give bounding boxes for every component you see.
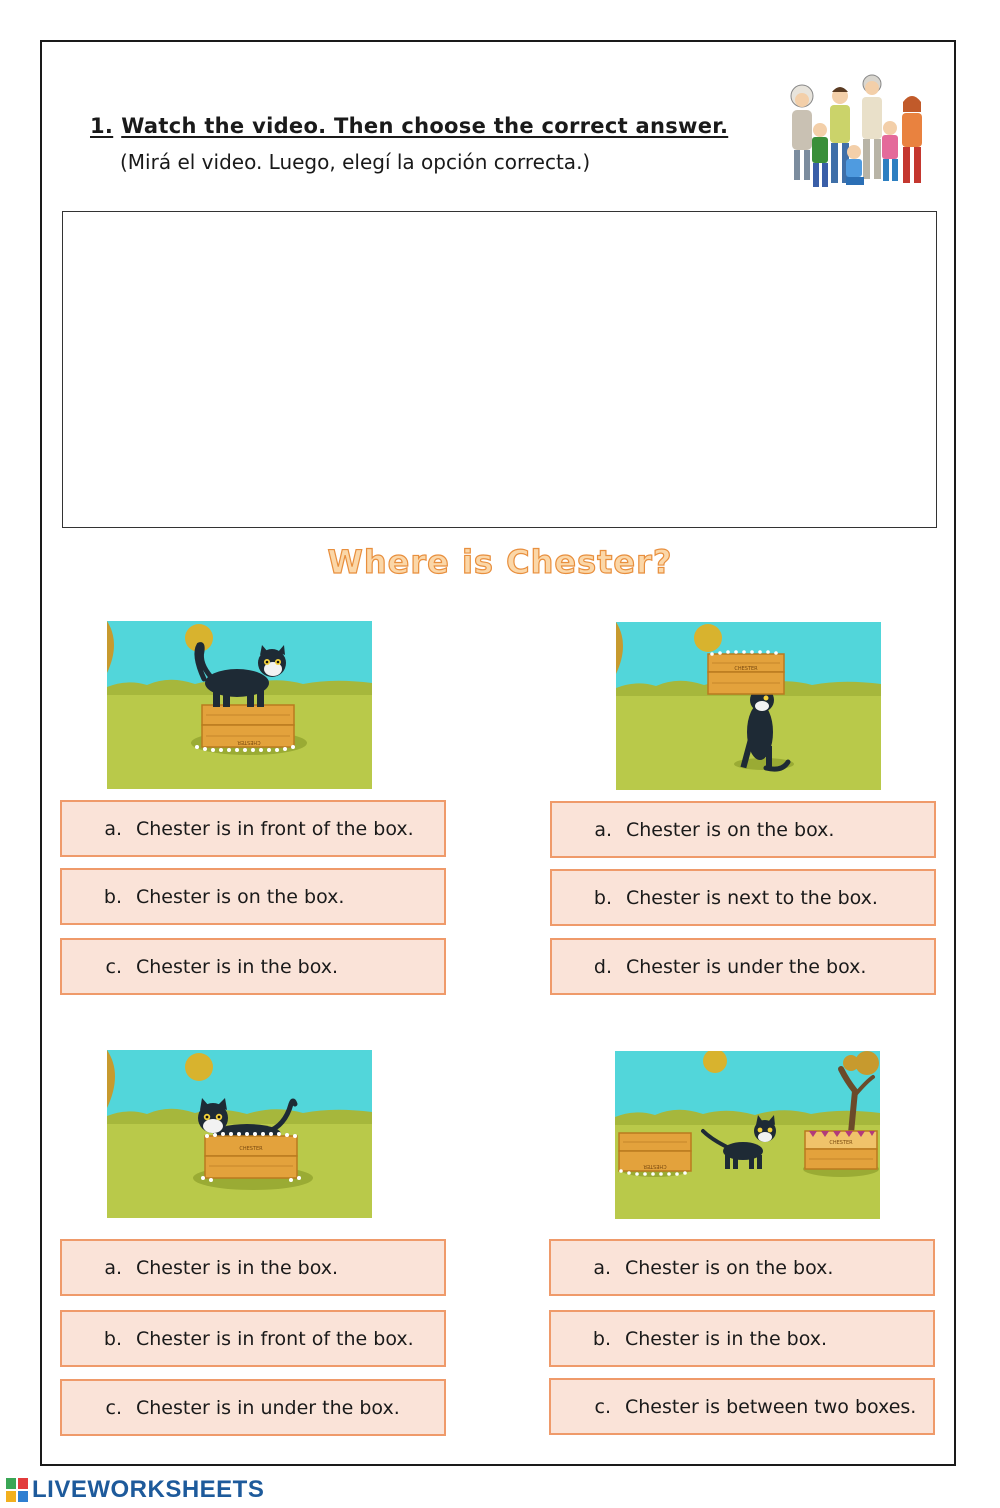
option-letter: a. bbox=[104, 1256, 122, 1279]
instruction-text: Watch the video. Then choose the correct answer. bbox=[121, 114, 729, 138]
option-text: Chester is on the box. bbox=[136, 885, 345, 908]
q1-option-a[interactable] bbox=[60, 800, 446, 857]
option-text: Chester is on the box. bbox=[626, 818, 835, 841]
sun-icon bbox=[694, 624, 722, 652]
wooden-box bbox=[202, 705, 294, 747]
svg-text:CHESTER: CHESTER bbox=[643, 1163, 667, 1169]
family-illustration bbox=[772, 70, 940, 196]
person-kids bbox=[812, 121, 898, 187]
option-text: Chester is in the box. bbox=[625, 1327, 828, 1350]
q3-option-a[interactable] bbox=[60, 1239, 446, 1296]
wooden-box bbox=[708, 654, 784, 694]
q3-option-b[interactable] bbox=[60, 1310, 446, 1367]
scene-cat-in-box bbox=[107, 1050, 372, 1218]
scene-cat-under-box bbox=[616, 622, 881, 790]
wooden-box bbox=[205, 1136, 297, 1178]
option-letter: a. bbox=[594, 818, 612, 841]
option-text: Chester is in front of the box. bbox=[136, 817, 414, 840]
option-text: Chester is on the box. bbox=[625, 1256, 834, 1279]
option-letter: b. bbox=[592, 1327, 611, 1350]
section-heading: Where is Chester? bbox=[327, 543, 673, 581]
q2-option-a[interactable] bbox=[550, 801, 936, 858]
wooden-box-right bbox=[805, 1131, 877, 1169]
q2-option-b[interactable] bbox=[550, 869, 936, 926]
q4-option-b[interactable] bbox=[549, 1310, 935, 1367]
option-letter: c. bbox=[594, 1395, 611, 1418]
instruction-translation: (Mirá el video. Luego, elegí la opción correcta.) bbox=[120, 150, 591, 174]
option-letter: d. bbox=[593, 955, 612, 978]
footer-brand[interactable] bbox=[6, 1476, 264, 1504]
person-mom bbox=[902, 96, 922, 183]
option-letter: a. bbox=[104, 817, 122, 840]
q1-option-c[interactable] bbox=[60, 938, 446, 995]
video-placeholder[interactable] bbox=[62, 211, 937, 528]
instruction bbox=[90, 114, 728, 138]
svg-text:CHESTER: CHESTER bbox=[237, 739, 261, 745]
q2-option-d[interactable] bbox=[550, 938, 936, 995]
scene-cat-between-boxes bbox=[615, 1051, 880, 1219]
option-letter: b. bbox=[103, 885, 122, 908]
option-text: Chester is under the box. bbox=[626, 955, 867, 978]
option-letter: b. bbox=[593, 886, 612, 909]
option-letter: c. bbox=[105, 1396, 122, 1419]
q1-option-b[interactable] bbox=[60, 868, 446, 925]
option-text: Chester is between two boxes. bbox=[625, 1395, 917, 1418]
liveworksheets-logo-icon bbox=[6, 1478, 28, 1502]
scene-cat-on-box bbox=[107, 621, 372, 789]
person-grandpa bbox=[862, 75, 882, 179]
option-text: Chester is in the box. bbox=[136, 955, 339, 978]
option-text: Chester is in front of the box. bbox=[136, 1327, 414, 1350]
svg-text:CHESTER: CHESTER bbox=[829, 1140, 853, 1146]
q4-option-c[interactable] bbox=[549, 1378, 935, 1435]
svg-text:CHESTER: CHESTER bbox=[239, 1146, 263, 1152]
svg-text:CHESTER: CHESTER bbox=[734, 666, 758, 672]
option-letter: b. bbox=[103, 1327, 122, 1350]
option-text: Chester is next to the box. bbox=[626, 886, 878, 909]
person-grandma bbox=[791, 85, 813, 180]
sun-icon bbox=[185, 1053, 213, 1081]
brand-name: LIVEWORKSHEETS bbox=[32, 1476, 265, 1503]
option-text: Chester is in under the box. bbox=[136, 1396, 400, 1419]
wooden-box-left bbox=[619, 1133, 691, 1171]
instruction-number: 1. bbox=[90, 114, 114, 138]
option-letter: c. bbox=[105, 955, 122, 978]
option-letter: a. bbox=[593, 1256, 611, 1279]
q4-option-a[interactable] bbox=[549, 1239, 935, 1296]
option-text: Chester is in the box. bbox=[136, 1256, 339, 1279]
q3-option-c[interactable] bbox=[60, 1379, 446, 1436]
